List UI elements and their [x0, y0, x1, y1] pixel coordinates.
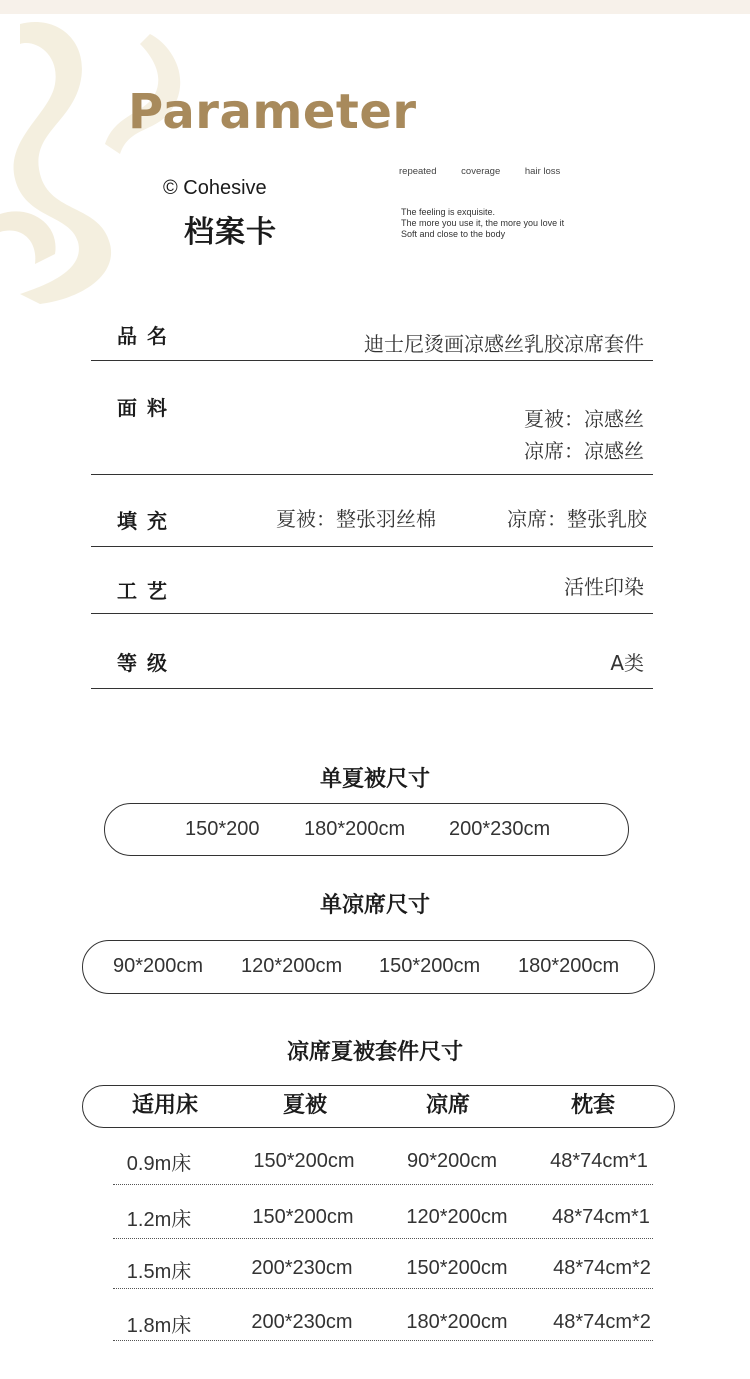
table-cell: 48*74cm*1 — [552, 1206, 650, 1228]
card-title: 档案卡 — [184, 215, 277, 250]
table-cell: 1.8m床 — [126, 1315, 192, 1337]
set-table-header — [82, 1085, 675, 1128]
table-cell: 120*200cm — [406, 1206, 508, 1228]
param-label: 等级 — [117, 651, 177, 675]
tag-item: hair loss — [524, 166, 561, 177]
table-header-cell: 枕套 — [570, 1093, 616, 1118]
table-row — [113, 1289, 653, 1341]
param-value-line: 夏被：凉感丝 — [524, 407, 644, 431]
table-cell: 180*200cm — [406, 1311, 508, 1333]
table-cell: 0.9m床 — [126, 1153, 192, 1175]
param-label: 品名 — [117, 324, 177, 348]
param-row-name — [91, 300, 653, 361]
table-cell: 200*230cm — [251, 1257, 353, 1279]
size-item: 120*200cm — [241, 955, 343, 977]
param-row-fabric — [91, 361, 653, 475]
top-strip — [0, 0, 750, 14]
param-row-filling — [91, 475, 653, 547]
table-cell: 150*200cm — [253, 1150, 355, 1172]
table-header-cell: 凉席 — [425, 1093, 471, 1118]
table-cell: 200*230cm — [251, 1311, 353, 1333]
mat-size-title: 单凉席尺寸 — [319, 893, 430, 918]
table-cell: 90*200cm — [406, 1150, 498, 1172]
tagline-line: The feeling is exquisite. — [401, 207, 496, 217]
table-cell: 48*74cm*2 — [553, 1257, 651, 1279]
table-row — [113, 1185, 653, 1239]
table-cell: 150*200cm — [406, 1257, 508, 1279]
tagline-line: Soft and close to the body — [401, 229, 506, 239]
param-row-grade — [91, 614, 653, 689]
tagline-line: The more you use it, the more you love it — [401, 218, 565, 228]
tagline — [401, 207, 564, 240]
brand-name: © Cohesive — [163, 177, 267, 199]
table-row — [113, 1130, 653, 1185]
feature-tags — [399, 166, 582, 177]
table-cell: 48*74cm*2 — [553, 1311, 651, 1333]
set-size-title: 凉席夏被套件尺寸 — [286, 1040, 463, 1065]
param-label: 面料 — [117, 396, 177, 420]
size-item: 180*200cm — [304, 818, 406, 840]
param-row-craft — [91, 547, 653, 614]
param-label: 填充 — [117, 509, 177, 533]
table-cell: 1.2m床 — [126, 1209, 192, 1231]
param-value: 迪士尼烫画凉感丝乳胶凉席套件 — [364, 332, 644, 356]
param-value: 活性印染 — [564, 575, 644, 599]
size-item: 90*200cm — [113, 955, 204, 977]
param-value-mat: 凉席：整张乳胶 — [507, 507, 647, 531]
page-title: Parameter — [128, 84, 417, 140]
table-cell: 1.5m床 — [126, 1261, 192, 1283]
size-item: 200*230cm — [449, 818, 551, 840]
table-cell: 150*200cm — [252, 1206, 354, 1228]
table-row — [113, 1239, 653, 1289]
param-value-quilt: 夏被：整张羽丝棉 — [276, 507, 436, 531]
size-item: 180*200cm — [518, 955, 620, 977]
param-label: 工艺 — [117, 579, 177, 603]
table-header-cell: 适用床 — [131, 1093, 199, 1118]
tag-item: coverage — [461, 166, 501, 177]
tag-item: repeated — [399, 166, 437, 177]
size-item: 150*200 — [185, 818, 260, 840]
mat-size-pill — [82, 940, 655, 994]
table-header-cell: 夏被 — [282, 1093, 328, 1118]
param-value: A类 — [610, 651, 644, 675]
quilt-size-pill — [104, 803, 629, 856]
size-item: 150*200cm — [379, 955, 481, 977]
param-value-line: 凉席：凉感丝 — [524, 439, 644, 463]
quilt-size-title: 单夏被尺寸 — [319, 767, 430, 792]
brush-stroke-decoration — [0, 14, 300, 314]
table-cell: 48*74cm*1 — [550, 1150, 648, 1172]
